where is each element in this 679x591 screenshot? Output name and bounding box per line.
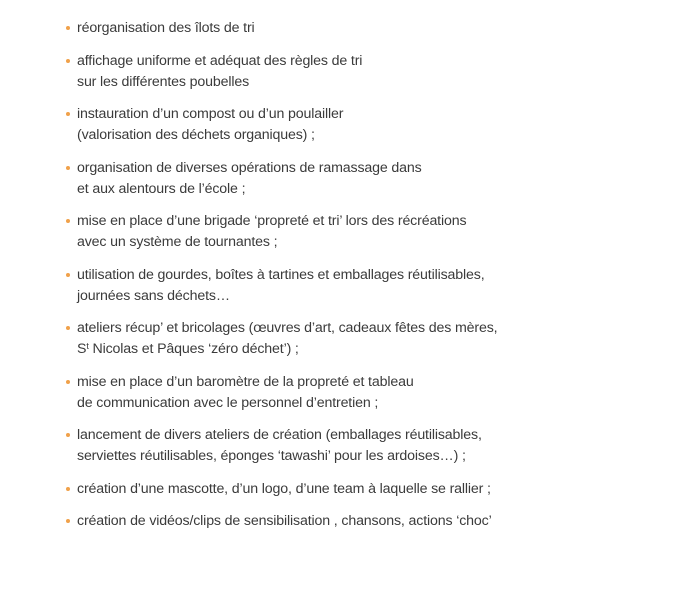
- list-item-text: mise en place d’une brigade ‘propreté et tri’ lors des récréations: [77, 213, 467, 229]
- list-item-text-rest: Nicolas et Pâques ‘zéro déchet’) ;: [88, 341, 299, 357]
- list-item-text: serviettes réutilisables, éponges ‘tawashi’ pour les ardoises…) ;: [77, 448, 466, 464]
- bullet-list: [66, 18, 666, 544]
- bullet-icon: [66, 59, 70, 63]
- list-item-text: création d’une mascotte, d’un logo, d’une team à laquelle se rallier ;: [77, 480, 491, 497]
- list-item-text-prefix: S: [77, 341, 87, 357]
- list-item-text: création de vidéos/clips de sensibilisation , chansons, actions ‘choc’: [77, 513, 492, 529]
- list-item-text: ateliers récup’ et bricolages (œuvres d’art, cadeaux fêtes des mères,: [77, 320, 498, 336]
- list-item: [66, 51, 666, 93]
- list-item: [66, 158, 666, 200]
- bullet-icon: [66, 519, 70, 523]
- list-item: [66, 265, 666, 307]
- superscript: t: [86, 341, 89, 351]
- list-item: [66, 318, 666, 360]
- bullet-icon: [66, 219, 70, 223]
- bullet-icon: [66, 112, 70, 116]
- bullet-icon: [66, 166, 70, 170]
- list-item-text: de communication avec le personnel d’entretien ;: [77, 394, 379, 411]
- bullet-icon: [66, 487, 70, 491]
- bullet-icon: [66, 433, 70, 437]
- list-item-text: utilisation de gourdes, boîtes à tartines et emballages réutilisables,: [77, 266, 485, 283]
- list-item-text: lancement de divers ateliers de création (emballages réutilisables,: [77, 427, 482, 443]
- bullet-icon: [66, 26, 70, 30]
- list-item: [66, 425, 666, 467]
- list-item: [66, 479, 666, 500]
- list-item-text: journées sans déchets…: [77, 287, 230, 304]
- bullet-icon: [66, 326, 70, 330]
- list-item-text: [77, 339, 666, 360]
- list-item: [66, 18, 666, 39]
- list-item-text: avec un système de tournantes ;: [77, 234, 278, 250]
- list-item: [66, 511, 666, 532]
- list-item: [66, 372, 666, 414]
- list-item-text: mise en place d’un baromètre de la propreté et tableau: [77, 373, 414, 390]
- list-item-text: réorganisation des îlots de tri: [77, 20, 255, 36]
- list-item-text: et aux alentours de l’école ;: [77, 180, 246, 197]
- list-item: [66, 211, 666, 253]
- list-item-text: sur les différentes poubelles: [77, 73, 250, 90]
- list-item-text: affichage uniforme et adéquat des règles de tri: [77, 52, 363, 69]
- list-item-text: (valorisation des déchets organiques) ;: [77, 127, 315, 143]
- bullet-icon: [66, 380, 70, 384]
- list-item-text: instauration d’un compost ou d’un poulailler: [77, 106, 344, 122]
- bullet-icon: [66, 273, 70, 277]
- list-item-text: organisation de diverses opérations de ramassage dans: [77, 159, 422, 176]
- list-item: [66, 104, 666, 146]
